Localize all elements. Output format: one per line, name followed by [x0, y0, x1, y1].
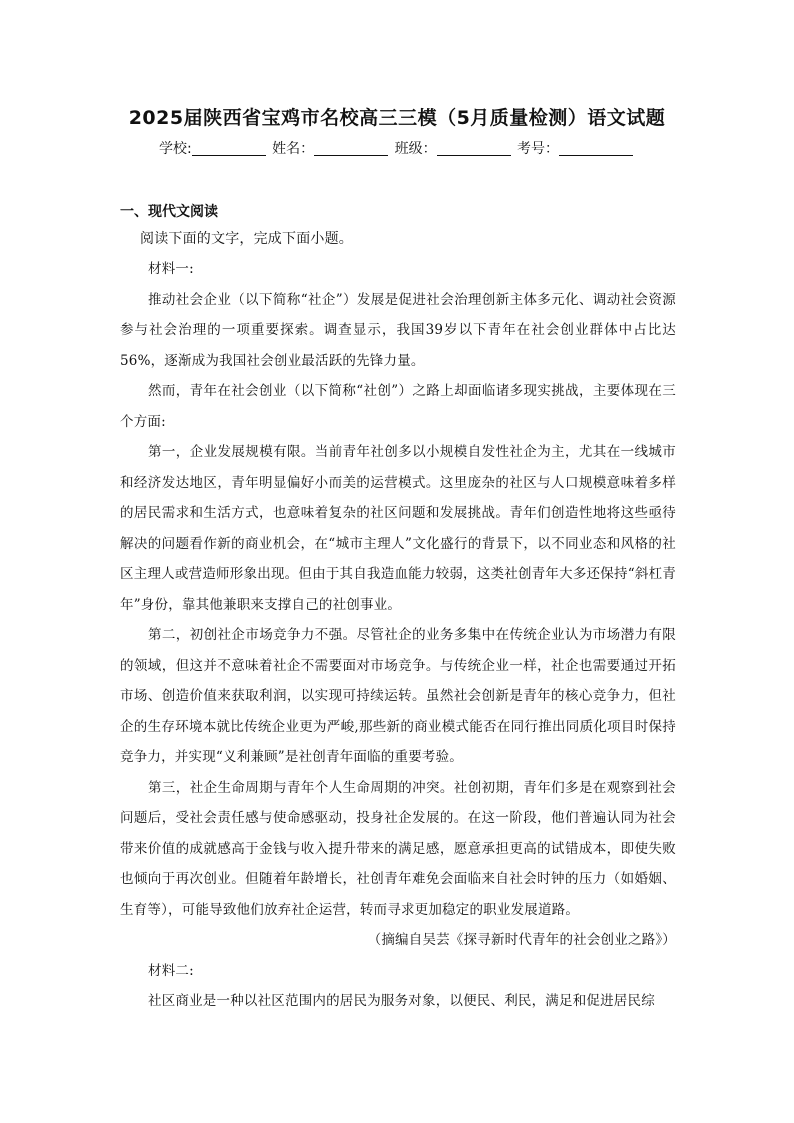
- material1-label: 材料一:: [148, 261, 194, 277]
- paragraph: 第一，企业发展规模有限。当前青年社创多以小规模自发性社企为主，尤其在一线城市和经济发达地区，青年明显偏好小而美的运营模式。这里庞杂的社区与人口规模意味着多样的居民需求和生活方式，也意味着复杂的社区问题和发展挑战。青年们创造性地将这些亟待解决的问题看作新的商业机会，在“城市主理人”文化盛行的背景下，以不同业态和风格的社区主理人或营造师形象出现。但由于其自我造血能力较弱，这类社创青年大多还保持“斜杠青年”身份，靠其他兼职来支撑自己的社创事业。: [120, 444, 676, 613]
- material2-label: 材料二:: [148, 962, 194, 979]
- school-blank[interactable]: [192, 141, 266, 156]
- class-label: 班级：: [394, 141, 437, 157]
- student-info-line: [0, 138, 794, 158]
- paragraph: 第二，初创社企市场竞争力不强。尽管社企的业务多集中在传统企业认为市场潜力有限的领域，但这并不意味着社企不需要面对市场竞争。与传统企业一样，社企也需要通过开拓市场、创造价值来获取利润，以实现可持续运转。虽然社会创新是青年的核心竞争力，但社企的生存环境本就比传统企业更为严峻,那些新的商业模式能否在同行推出同质化项目时保持竞争力，并实现“义利兼顾”是社创青年面临的重要考验。: [120, 627, 676, 765]
- number-blank[interactable]: [559, 141, 633, 156]
- name-blank[interactable]: [314, 141, 388, 156]
- source-citation: （摘编自吴芸《探寻新时代青年的社会创业之路》）: [367, 932, 676, 948]
- reading-instruction: 阅读下面的文字，完成下面小题。: [140, 231, 353, 247]
- paragraph: 社区商业是一种以社区范围内的居民为服务对象，以便民、利民，满足和促进居民综: [148, 993, 655, 1009]
- paragraph: 然而，青年在社会创业（以下简称“社创”）之路上却面临诸多现实挑战，主要体现在三个方面:: [120, 383, 676, 430]
- name-label: 姓名：: [272, 141, 315, 157]
- class-blank[interactable]: [437, 141, 511, 156]
- section-heading: 一、现代文阅读: [120, 204, 218, 220]
- school-label: 学校:: [158, 141, 192, 157]
- paragraph: 第三，社企生命周期与青年个人生命周期的冲突。社创初期，青年们多是在观察到社会问题后，受社会责任感与使命感驱动，投身社企发展的。在这一阶段，他们普遍认同为社会带来价值的成就感高于金钱与收入提升带来的满足感，愿意承担更高的试错成本，即使失败也倾向于再次创业。但随着年龄增长，社创青年难免会面临来自社会时钟的压力（如婚姻、生育等），可能导致他们放弃社企运营，转而寻求更加稳定的职业发展道路。: [120, 779, 676, 918]
- section-content: [120, 200, 676, 1017]
- page-title: 2025届陕西省宝鸡市名校高三三模（5月质量检测）语文试题: [128, 107, 666, 129]
- number-label: 考号：: [517, 141, 560, 157]
- paragraph: 推动社会企业（以下简称“社企”）发展是促进社会治理创新主体多元化、调动社会资源参与社会治理的一项重要探索。调查显示，我国39岁以下青年在社会创业群体中占比达56%，逐渐成为我国社会创业最活跃的先锋力量。: [120, 291, 676, 369]
